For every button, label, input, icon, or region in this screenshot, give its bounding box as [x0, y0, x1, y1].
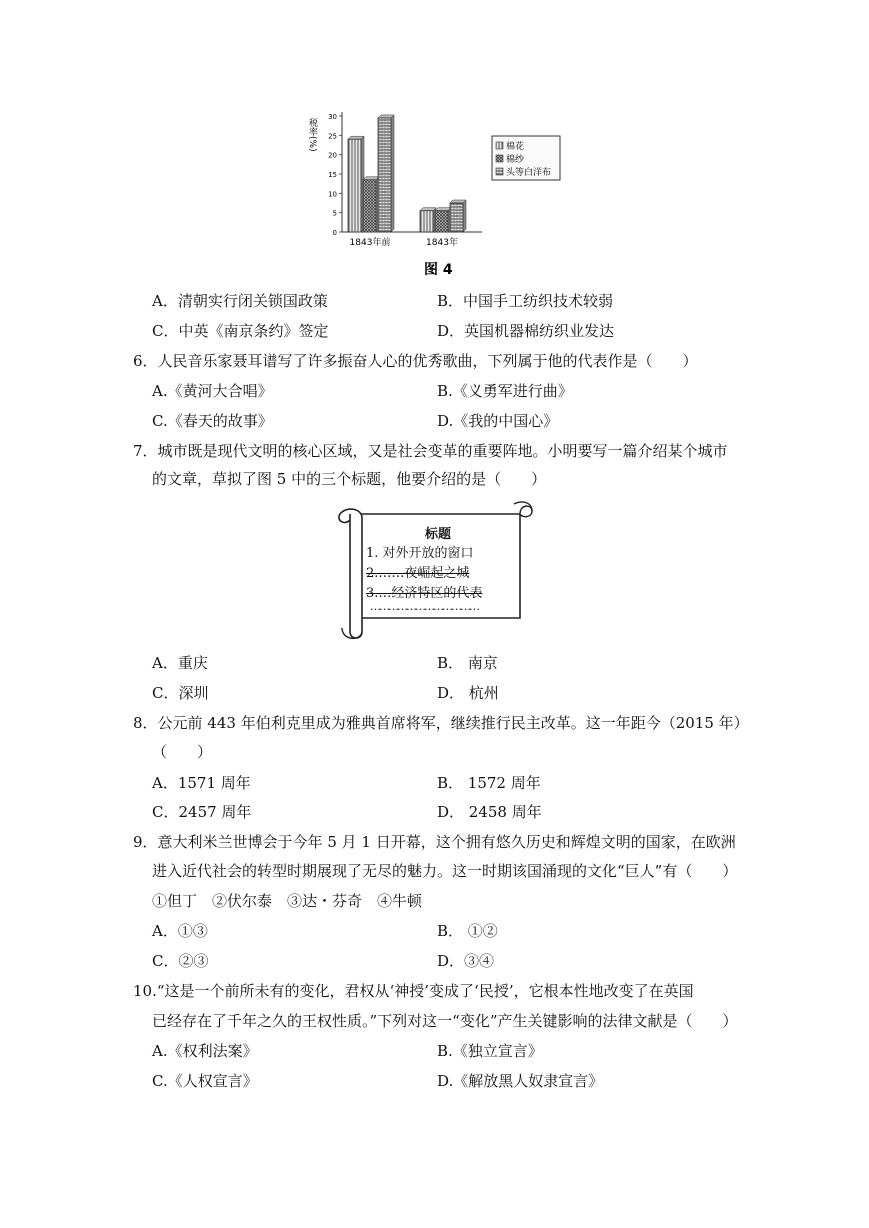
- q10-option-c: C.《人权宣言》: [152, 1072, 258, 1090]
- q8-option-b: B． 1572 周年: [437, 774, 541, 792]
- q8-stem-line1: 8．公元前 443 年伯利克里成为雅典首席将军，继续推行民主改革。这一年距今（2015 年）: [133, 714, 749, 732]
- q7-option-c: C．深圳: [152, 684, 209, 702]
- bar-top: [435, 208, 451, 211]
- bar-1843-yarn: [435, 211, 448, 232]
- scroll-title: 标题: [425, 527, 452, 542]
- q6-stem: 6．人民音乐家聂耳谱写了许多振奋人心的优秀歌曲，下列属于他的代表作是（ ）: [133, 352, 698, 370]
- y-axis-label: 税率(%): [307, 118, 317, 152]
- legend: [492, 136, 560, 180]
- bar-top: [450, 200, 466, 203]
- q5-option-c: C．中英《南京条约》签定: [152, 322, 329, 340]
- bar-before-1843-calico: [378, 118, 391, 232]
- q6-option-c: C.《春天的故事》: [152, 412, 273, 430]
- q7-stem-line2: 的文章，草拟了图 5 中的三个标题，他要介绍的是（ ）: [152, 470, 547, 488]
- q5-option-d: D．英国机器棉纺织业发达: [437, 322, 615, 340]
- bar-top: [348, 136, 364, 139]
- q8-option-a: A．1571 周年: [152, 774, 251, 792]
- category-label: 1843年前: [349, 238, 391, 248]
- q10-option-b: B.《独立宣言》: [437, 1042, 543, 1060]
- figure-caption: 图 4: [424, 262, 453, 278]
- scroll-item-3: 3.…经济特区的代表: [366, 586, 483, 601]
- q8-option-d: D． 2458 周年: [437, 803, 542, 821]
- bar-top: [363, 177, 379, 180]
- figure-4-chart: [306, 104, 568, 284]
- q6-option-b: B.《义勇军进行曲》: [437, 382, 573, 400]
- q6-option-a: A.《黄河大合唱》: [152, 382, 273, 400]
- y-tick-label: 15: [328, 171, 337, 179]
- q5-option-b: B．中国手工纺织技术较弱: [437, 292, 614, 310]
- y-tick-label: 30: [328, 113, 337, 121]
- bar-1843-cotton: [420, 211, 433, 232]
- q8-option-c: C．2457 周年: [152, 803, 252, 821]
- bar-top: [378, 115, 394, 118]
- bar-before-1843-yarn: [363, 180, 376, 232]
- q9-option-a: A．①③: [152, 922, 208, 940]
- q9-stem-line1: 9．意大利米兰世博会于今年 5 月 1 日开幕，这个拥有悠久历史和辉煌文明的国家，在欧洲: [133, 833, 736, 851]
- q10-stem-line1: 10.“这是一个前所未有的变化，君权从‘神授’变成了‘民授’，它根本性地改变了在英国: [133, 982, 694, 1000]
- q9-option-c: C．②③: [152, 952, 209, 970]
- q9-items: ①但丁 ②伏尔泰 ③达・芬奇 ④牛顿: [152, 892, 423, 910]
- category-label: 1843年: [426, 238, 458, 248]
- q7-option-a: A．重庆: [152, 654, 208, 672]
- legend-item-yarn: 棉纱: [506, 155, 525, 165]
- y-tick-label: 20: [328, 151, 337, 160]
- scroll-item-1: 1. 对外开放的窗口: [366, 546, 474, 561]
- q6-option-d: D.《我的中国心》: [437, 412, 559, 430]
- legend-item-cotton: 棉花: [506, 142, 525, 152]
- q9-option-b: B． ①②: [437, 922, 498, 940]
- q10-stem-line2: 已经存在了千年之久的王权性质。”下列对这一“变化”产生关键影响的法律文献是（ ）: [152, 1012, 738, 1030]
- bar-before-1843-cotton: [348, 139, 361, 232]
- q9-stem-line2: 进入近代社会的转型时期展现了无尽的魅力。这一时期该国涌现的文化“巨人”有（ ）: [152, 862, 738, 880]
- y-tick-label: 25: [328, 132, 337, 141]
- q7-option-b: B． 南京: [437, 654, 498, 672]
- bar-side: [391, 115, 394, 232]
- bars: [348, 115, 466, 232]
- bar-1843-calico: [450, 203, 463, 232]
- legend-item-calico: 头等白洋布: [506, 168, 552, 178]
- q5-option-a: A．清朝实行闭关锁国政策: [152, 292, 328, 310]
- q7-stem-line1: 7．城市既是现代文明的核心区域，又是社会变革的重要阵地。小明要写一篇介绍某个城市: [133, 442, 728, 460]
- y-ticks: [328, 113, 342, 237]
- scroll-item-4: ………………………………: [370, 600, 478, 613]
- q8-stem-line2: （ ）: [152, 743, 213, 761]
- bar-side: [463, 200, 466, 232]
- q10-option-a: A.《权利法案》: [152, 1042, 258, 1060]
- scroll-item-2: 2.……夜崛起之城: [366, 566, 470, 581]
- y-tick-label: 0: [332, 229, 337, 237]
- q9-option-d: D．③④: [437, 952, 495, 970]
- q10-option-d: D.《解放黑人奴隶宣言》: [437, 1072, 604, 1090]
- y-tick-label: 5: [332, 209, 337, 218]
- category-labels: [350, 236, 458, 248]
- q7-option-d: D． 杭州: [437, 684, 499, 702]
- bar-top: [420, 208, 436, 211]
- y-tick-label: 10: [328, 190, 337, 199]
